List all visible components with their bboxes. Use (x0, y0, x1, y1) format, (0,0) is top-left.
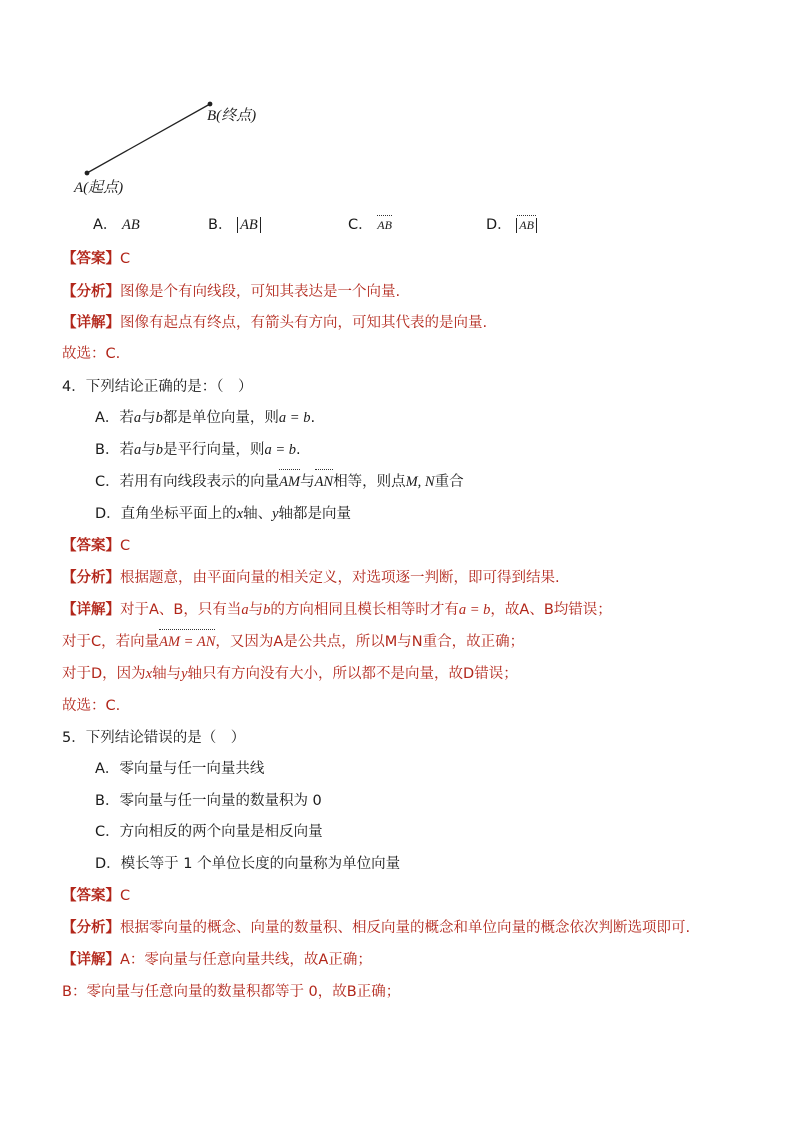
q5-option-c: C．方向相反的两个向量是相反向量 (95, 824, 323, 840)
vector-b: b (155, 410, 163, 426)
vector-a: a (133, 442, 142, 458)
figure-label-a: A(起点) (74, 180, 124, 196)
vector-b: b (263, 602, 271, 618)
x-symbol: x (145, 666, 153, 682)
q5-option-b: B．零向量与任一向量的数量积为 0 (95, 793, 322, 809)
analysis-text: 图像是个有向线段，可知其表达是一个向量. (120, 284, 401, 300)
q3-conclusion: 故选：C. (62, 346, 121, 362)
q4-option-c (95, 472, 464, 492)
vector-am: AM (279, 474, 301, 490)
equation: a = b (264, 442, 296, 458)
answer-value: C (120, 251, 131, 267)
text: B．若 (95, 442, 134, 458)
answer-value: C (120, 888, 131, 904)
start-point (85, 171, 90, 176)
text: 与 (248, 602, 264, 618)
equation: a = b (278, 410, 311, 426)
text: 与 (141, 442, 156, 458)
option-key: B． (208, 217, 233, 233)
detail-tag: 【详解】 (62, 952, 120, 968)
x-symbol: x (236, 506, 244, 522)
q3-option-d (486, 213, 537, 234)
q4-option-b (95, 440, 301, 460)
text: 的方向相同且模长相等时才有 (270, 602, 459, 618)
q5-option-d: D．模长等于 1 个单位长度的向量称为单位向量 (95, 856, 401, 872)
q3-detail (62, 313, 487, 333)
y-symbol: y (181, 666, 188, 682)
analysis-tag: 【分析】 (62, 920, 120, 936)
q5-detail-2: B：零向量与任意向量的数量积都等于 0，故B正确； (62, 984, 401, 1000)
expr-abs-vector-ab: AB (516, 218, 537, 233)
text: 对于A、B，只有当 (120, 602, 242, 618)
analysis-tag: 【分析】 (62, 570, 120, 586)
equation: a = b (458, 602, 491, 618)
detail-tag: 【详解】 (62, 315, 120, 331)
text: D．直角坐标平面上的 (95, 506, 237, 522)
text: 对于D，因为 (62, 666, 146, 682)
analysis-text: 根据题意，由平面向量的相关定义，对选项逐一判断，即可得到结果. (120, 570, 560, 586)
answer-value: C (120, 538, 131, 554)
text: . (296, 442, 301, 458)
q3-analysis (62, 282, 400, 302)
q4-analysis (62, 568, 560, 588)
detail-tag: 【详解】 (62, 602, 120, 618)
expr-vector-ab: AB (377, 218, 392, 232)
answer-tag: 【答案】 (62, 538, 120, 554)
option-key: D． (486, 217, 512, 233)
option-key: A． (93, 217, 118, 233)
text: 轴、 (243, 506, 273, 522)
text: 相等，则点 (333, 474, 406, 490)
detail-text: A：零向量与任意向量共线，故A正确； (120, 952, 372, 968)
q4-option-d (95, 504, 351, 524)
text: 轴都是向量 (278, 506, 352, 522)
q3-option-b (208, 213, 261, 234)
analysis-tag: 【分析】 (62, 284, 120, 300)
q4-stem: 4．下列结论正确的是：（ ） (62, 379, 253, 395)
points-mn: M, N (405, 474, 435, 490)
equation-am-an: AM = AN (159, 634, 216, 650)
vector-b: b (155, 442, 163, 458)
q5-answer (62, 886, 130, 906)
text: 轴只有方向没有大小，所以都不是向量，故D错误； (187, 666, 518, 682)
q5-detail-1 (62, 950, 372, 970)
q3-option-a (93, 213, 140, 234)
text: A．若 (95, 410, 134, 426)
text: . (310, 410, 316, 426)
text: 与 (300, 474, 315, 490)
text: 与 (141, 410, 156, 426)
text: ，又因为A是公共点，所以M与N重合，故正确； (215, 634, 525, 650)
q5-option-a: A．零向量与任一向量共线 (95, 761, 265, 777)
q5-analysis (62, 918, 690, 938)
vector-segment (87, 104, 210, 173)
text: 是平行向量，则 (162, 442, 265, 458)
q4-detail-3 (62, 664, 518, 684)
answer-tag: 【答案】 (62, 251, 120, 267)
vector-a: a (241, 602, 249, 618)
text: 都是单位向量，则 (162, 410, 279, 426)
detail-text: 图像有起点有终点，有箭头有方向，可知其代表的是向量. (120, 315, 488, 331)
q3-answer (62, 249, 130, 269)
text: 重合 (434, 474, 464, 490)
expr-ab: AB (122, 217, 140, 233)
text: C．若用有向线段表示的向量 (95, 474, 280, 490)
q4-detail-2 (62, 632, 524, 652)
q4-answer (62, 536, 130, 556)
answer-tag: 【答案】 (62, 888, 120, 904)
text: 对于C，若向量 (62, 634, 160, 650)
vector-an: AN (314, 474, 334, 490)
y-symbol: y (272, 506, 279, 522)
text: 轴与 (152, 666, 182, 682)
analysis-text: 根据零向量的概念、向量的数量积、相反向量的概念和单位向量的概念依次判断选项即可. (120, 920, 691, 936)
option-key: C． (348, 217, 373, 233)
q3-option-c (348, 213, 392, 234)
expr-abs-ab: AB (237, 217, 261, 233)
vector-a: a (133, 410, 142, 426)
text: ，故A、B均错误； (490, 602, 612, 618)
q4-option-a (95, 408, 315, 428)
q4-conclusion: 故选：C. (62, 698, 121, 714)
q5-stem: 5．下列结论错误的是（ ） (62, 730, 246, 746)
q4-detail-1 (62, 600, 612, 620)
figure-label-b: B(终点) (207, 108, 257, 124)
